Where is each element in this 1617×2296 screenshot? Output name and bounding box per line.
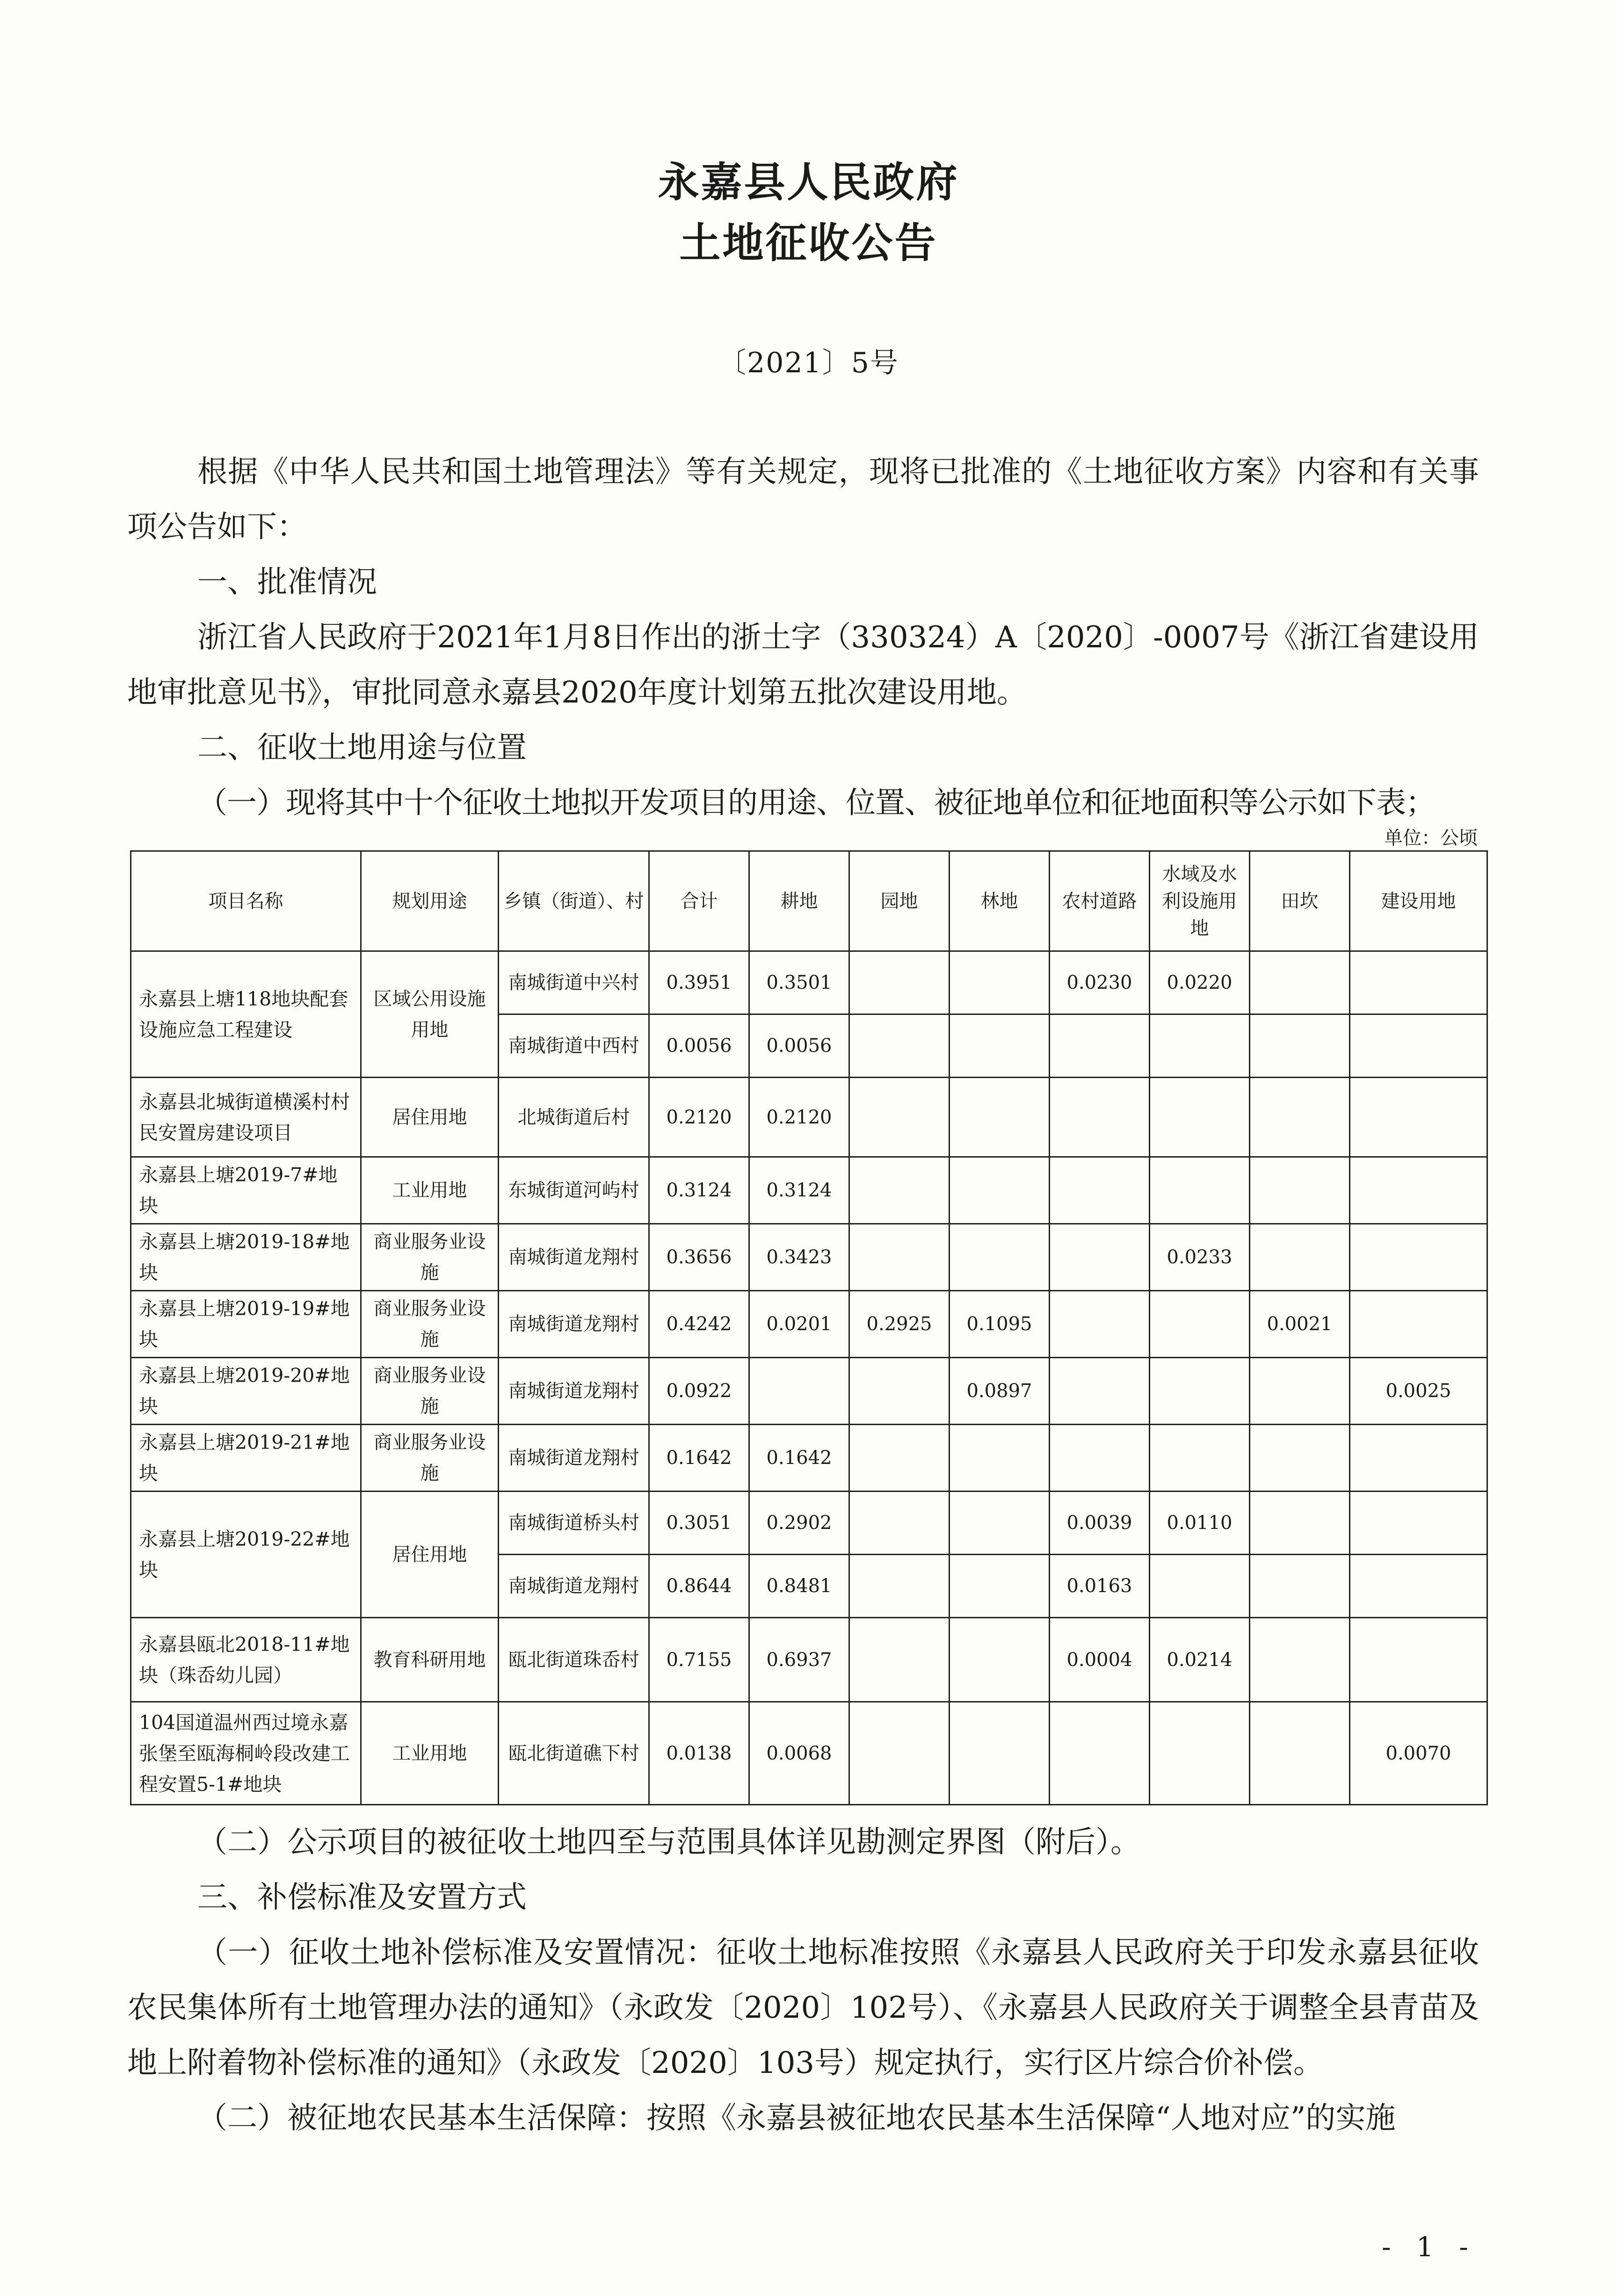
header-garden: 园地 <box>849 851 950 951</box>
cell-ridge <box>1250 1702 1350 1805</box>
cell-farm <box>749 1358 849 1425</box>
section3-body2: （二）被征地农民基本生活保障：按照《永嘉县被征地农民基本生活保障“人地对应”的实施 <box>197 2101 1396 2136</box>
table-row <box>131 1702 1487 1805</box>
cell-garden <box>849 1358 950 1425</box>
cell-farm: 0.1642 <box>749 1425 849 1492</box>
cell-water <box>1150 1425 1250 1492</box>
intro-paragraph: 根据《中华人民共和国土地管理法》等有关规定，现将已批准的《土地征收方案》内容和有关事项公告如下： <box>127 455 1479 544</box>
header-project-name: 项目名称 <box>131 851 361 951</box>
cell-village: 南城街道中兴村 <box>499 951 649 1014</box>
cell-road <box>1050 1014 1150 1078</box>
header-total: 合计 <box>649 851 749 951</box>
cell-total: 0.3656 <box>649 1224 749 1291</box>
cell-project: 永嘉县上塘2019-21#地块 <box>131 1425 361 1492</box>
cell-use: 商业服务业设施 <box>361 1358 499 1425</box>
cell-road <box>1050 1224 1150 1291</box>
cell-forest <box>950 1492 1050 1555</box>
cell-use: 商业服务业设施 <box>361 1291 499 1358</box>
cell-forest <box>950 1425 1050 1492</box>
cell-farm: 0.6937 <box>749 1618 849 1702</box>
section2-sub1: （一）现将其中十个征收土地拟开发项目的用途、位置、被征地单位和征地面积等公示如下表； <box>197 786 1435 820</box>
cell-farm: 0.3501 <box>749 951 849 1014</box>
cell-total: 0.3051 <box>649 1492 749 1555</box>
cell-water: 0.0233 <box>1150 1224 1250 1291</box>
cell-garden: 0.2925 <box>849 1291 950 1358</box>
cell-project: 永嘉县上塘2019-20#地块 <box>131 1358 361 1425</box>
cell-farm: 0.8481 <box>749 1555 849 1618</box>
cell-total: 0.7155 <box>649 1618 749 1702</box>
cell-water <box>1150 1078 1250 1157</box>
cell-use: 区域公用设施用地 <box>361 951 499 1078</box>
cell-garden <box>849 1702 950 1805</box>
cell-forest <box>950 1078 1050 1157</box>
section2-sub2: （二）公示项目的被征收土地四至与范围具体详见勘测定界图（附后）。 <box>197 1825 1140 1860</box>
cell-forest <box>950 1555 1050 1618</box>
cell-build <box>1350 1078 1487 1157</box>
cell-village: 南城街道龙翔村 <box>499 1425 649 1492</box>
cell-garden <box>849 1014 950 1078</box>
cell-garden <box>849 1224 950 1291</box>
header-construction: 建设用地 <box>1350 851 1487 951</box>
cell-village: 南城街道龙翔村 <box>499 1291 649 1358</box>
cell-village: 南城街道桥头村 <box>499 1492 649 1555</box>
cell-road: 0.0163 <box>1050 1555 1150 1618</box>
cell-road: 0.0230 <box>1050 951 1150 1014</box>
header-farmland: 耕地 <box>749 851 849 951</box>
cell-build <box>1350 1618 1487 1702</box>
cell-forest <box>950 951 1050 1014</box>
cell-build <box>1350 1555 1487 1618</box>
cell-garden <box>849 1618 950 1702</box>
cell-garden <box>849 1157 950 1224</box>
cell-project: 永嘉县上塘2019-18#地块 <box>131 1224 361 1291</box>
cell-village: 南城街道龙翔村 <box>499 1358 649 1425</box>
cell-build <box>1350 951 1487 1014</box>
section3-body1: （一）征收土地补偿标准及安置情况：征收土地标准按照《永嘉县人民政府关于印发永嘉县征收农民集体所有土地管理办法的通知》（永政发〔2020〕102号）、《永嘉县人民政府关于调整全县青苗及地上附着物补偿标准的通知》（永政发〔2020〕103号）规定执行，实行区片综合价补偿。 <box>127 1935 1479 2080</box>
cell-total: 0.0056 <box>649 1014 749 1078</box>
cell-build <box>1350 1291 1487 1358</box>
cell-road: 0.0004 <box>1050 1618 1150 1702</box>
cell-total: 0.3951 <box>649 951 749 1014</box>
cell-road <box>1050 1358 1150 1425</box>
cell-project: 永嘉县瓯北2018-11#地块（珠岙幼儿园） <box>131 1618 361 1702</box>
header-forest: 林地 <box>950 851 1050 951</box>
cell-total: 0.3124 <box>649 1157 749 1224</box>
cell-ridge: 0.0021 <box>1250 1291 1350 1358</box>
cell-use: 商业服务业设施 <box>361 1224 499 1291</box>
cell-ridge <box>1250 1014 1350 1078</box>
cell-ridge <box>1250 1555 1350 1618</box>
cell-farm: 0.2902 <box>749 1492 849 1555</box>
document-number: 〔2021〕5号 <box>718 347 899 379</box>
table-row <box>131 951 1487 1014</box>
cell-ridge <box>1250 1425 1350 1492</box>
cell-garden <box>849 951 950 1014</box>
cell-ridge <box>1250 1224 1350 1291</box>
section1-body: 浙江省人民政府于2021年1月8日作出的浙土字（330324）A〔2020〕-0007号《浙江省建设用地审批意见书》，审批同意永嘉县2020年度计划第五批次建设用地。 <box>127 620 1479 710</box>
cell-use: 工业用地 <box>361 1157 499 1224</box>
cell-water: 0.0110 <box>1150 1492 1250 1555</box>
cell-garden <box>849 1425 950 1492</box>
table-header-row <box>131 851 1487 951</box>
cell-garden <box>849 1078 950 1157</box>
cell-project: 永嘉县上塘2019-22#地块 <box>131 1492 361 1618</box>
cell-forest: 0.0897 <box>950 1358 1050 1425</box>
cell-road <box>1050 1291 1150 1358</box>
cell-water <box>1150 1358 1250 1425</box>
cell-forest <box>950 1618 1050 1702</box>
cell-farm: 0.3423 <box>749 1224 849 1291</box>
cell-water <box>1150 1291 1250 1358</box>
page-number: - 1 - <box>1382 2231 1477 2263</box>
header-planned-use: 规划用途 <box>361 851 499 951</box>
cell-water: 0.0220 <box>1150 951 1250 1014</box>
table-row <box>131 1078 1487 1157</box>
cell-forest <box>950 1224 1050 1291</box>
page-title-line1: 永嘉县人民政府 <box>658 158 959 206</box>
cell-farm: 0.0056 <box>749 1014 849 1078</box>
section1-heading: 一、批准情况 <box>197 565 377 600</box>
cell-project: 永嘉县上塘2019-7#地块 <box>131 1157 361 1224</box>
cell-forest <box>950 1702 1050 1805</box>
unit-label: 单位：公顷 <box>1384 827 1478 849</box>
cell-garden <box>849 1492 950 1555</box>
cell-build: 0.0070 <box>1350 1702 1487 1805</box>
land-table <box>130 850 1488 1805</box>
cell-village: 南城街道龙翔村 <box>499 1555 649 1618</box>
cell-farm: 0.0068 <box>749 1702 849 1805</box>
section3-heading: 三、补偿标准及安置方式 <box>197 1880 527 1915</box>
cell-village: 瓯北街道礁下村 <box>499 1702 649 1805</box>
cell-village: 南城街道龙翔村 <box>499 1224 649 1291</box>
cell-road: 0.0039 <box>1050 1492 1150 1555</box>
cell-use: 居住用地 <box>361 1078 499 1157</box>
cell-build: 0.0025 <box>1350 1358 1487 1425</box>
cell-farm: 0.3124 <box>749 1157 849 1224</box>
cell-build <box>1350 1014 1487 1078</box>
table-row <box>131 1425 1487 1492</box>
cell-total: 0.2120 <box>649 1078 749 1157</box>
cell-build <box>1350 1224 1487 1291</box>
cell-ridge <box>1250 1157 1350 1224</box>
cell-total: 0.4242 <box>649 1291 749 1358</box>
cell-garden <box>849 1555 950 1618</box>
table-row <box>131 1291 1487 1358</box>
cell-use: 居住用地 <box>361 1492 499 1618</box>
cell-ridge <box>1250 1078 1350 1157</box>
cell-build <box>1350 1425 1487 1492</box>
table-row <box>131 1492 1487 1555</box>
table-row <box>131 1618 1487 1702</box>
header-rural-road: 农村道路 <box>1050 851 1150 951</box>
cell-total: 0.8644 <box>649 1555 749 1618</box>
cell-ridge <box>1250 1492 1350 1555</box>
cell-water <box>1150 1157 1250 1224</box>
cell-use: 工业用地 <box>361 1702 499 1805</box>
cell-water <box>1150 1555 1250 1618</box>
cell-use: 商业服务业设施 <box>361 1425 499 1492</box>
section2-heading: 二、征收土地用途与位置 <box>197 731 527 765</box>
cell-use: 教育科研用地 <box>361 1618 499 1702</box>
cell-road <box>1050 1078 1150 1157</box>
cell-build <box>1350 1492 1487 1555</box>
cell-ridge <box>1250 1618 1350 1702</box>
cell-water: 0.0214 <box>1150 1618 1250 1702</box>
cell-ridge <box>1250 951 1350 1014</box>
cell-total: 0.1642 <box>649 1425 749 1492</box>
cell-total: 0.0138 <box>649 1702 749 1805</box>
header-water: 水域及水利设施用地 <box>1150 851 1250 951</box>
cell-road <box>1050 1702 1150 1805</box>
cell-project: 永嘉县上塘2019-19#地块 <box>131 1291 361 1358</box>
cell-road <box>1050 1157 1150 1224</box>
cell-ridge <box>1250 1358 1350 1425</box>
cell-water <box>1150 1702 1250 1805</box>
cell-farm: 0.0201 <box>749 1291 849 1358</box>
cell-build <box>1350 1157 1487 1224</box>
table-row <box>131 1358 1487 1425</box>
cell-farm: 0.2120 <box>749 1078 849 1157</box>
cell-project: 永嘉县北城街道横溪村村民安置房建设项目 <box>131 1078 361 1157</box>
cell-village: 北城街道后村 <box>499 1078 649 1157</box>
header-ridge: 田坎 <box>1250 851 1350 951</box>
cell-village: 东城街道河屿村 <box>499 1157 649 1224</box>
cell-village: 瓯北街道珠岙村 <box>499 1618 649 1702</box>
cell-project: 永嘉县上塘118地块配套设施应急工程建设 <box>131 951 361 1078</box>
cell-total: 0.0922 <box>649 1358 749 1425</box>
header-village: 乡镇（街道）、村 <box>499 851 649 951</box>
cell-village: 南城街道中西村 <box>499 1014 649 1078</box>
page-title-line2: 土地征收公告 <box>679 218 938 267</box>
cell-forest <box>950 1014 1050 1078</box>
cell-project: 104国道温州西过境永嘉张堡至瓯海桐岭段改建工程安置5-1#地块 <box>131 1702 361 1805</box>
cell-road <box>1050 1425 1150 1492</box>
cell-forest: 0.1095 <box>950 1291 1050 1358</box>
table-row <box>131 1224 1487 1291</box>
cell-water <box>1150 1014 1250 1078</box>
table-row <box>131 1157 1487 1224</box>
cell-forest <box>950 1157 1050 1224</box>
